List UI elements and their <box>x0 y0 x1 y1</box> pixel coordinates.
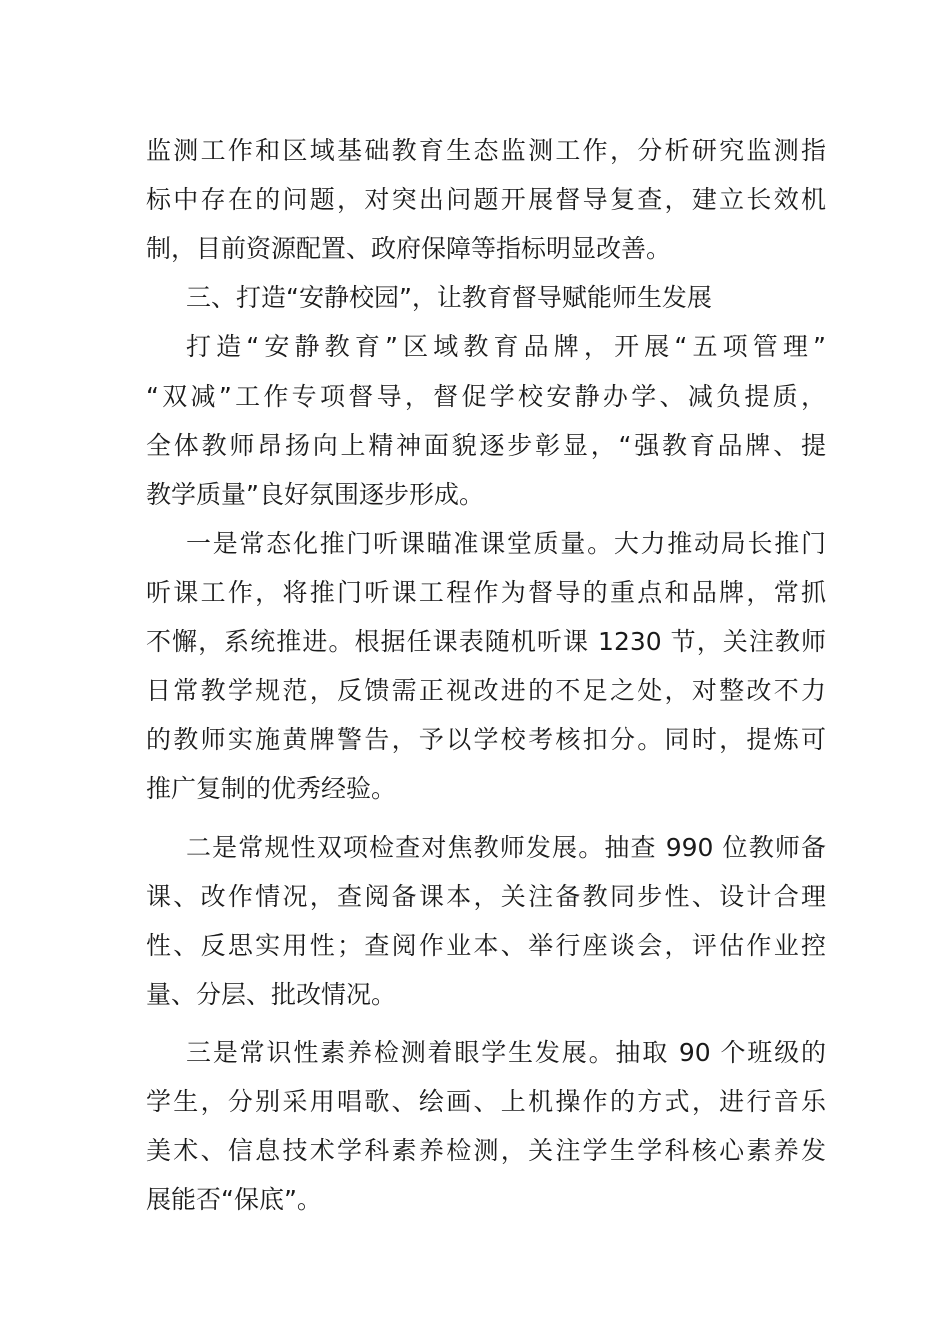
paragraph-2-line-2: “双减”工作专项督导，督促学校安静办学、减负提质， <box>146 382 826 411</box>
paragraph-1-line-2: 标中存在的问题，对突出问题开展督导复查，建立长效机 <box>146 185 826 214</box>
paragraph-2-line-3: 全体教师昂扬向上精神面貌逐步彰显，“强教育品牌、提 <box>146 431 826 460</box>
paragraph-3-line-1: 一是常态化推门听课瞄准课堂质量。大力推动局长推门 <box>186 529 826 558</box>
paragraph-4-line-2: 课、改作情况，查阅备课本，关注备教同步性、设计合理 <box>146 882 826 911</box>
paragraph-4-line-4: 量、分层、批改情况。 <box>146 980 397 1009</box>
paragraph-2-line-4: 教学质量”良好氛围逐步形成。 <box>146 480 484 509</box>
paragraph-5-line-1: 三是常识性素养检测着眼学生发展。抽取 90 个班级的 <box>186 1038 826 1067</box>
paragraph-3-line-5: 的教师实施黄牌警告，予以学校考核扣分。同时，提炼可 <box>146 725 826 754</box>
paragraph-1-line-1: 监测工作和区域基础教育生态监测工作，分析研究监测指 <box>146 136 826 165</box>
paragraph-3-line-4: 日常教学规范，反馈需正视改进的不足之处，对整改不力 <box>146 676 826 705</box>
paragraph-5-line-3: 美术、信息技术学科素养检测，关注学生学科核心素养发 <box>146 1136 826 1165</box>
paragraph-3-line-3: 不懈，系统推进。根据任课表随机听课 1230 节，关注教师 <box>146 627 826 656</box>
paragraph-4-line-3: 性、反思实用性；查阅作业本、举行座谈会，评估作业控 <box>146 931 826 960</box>
paragraph-5-line-2: 学生，分别采用唱歌、绘画、上机操作的方式，进行音乐 <box>146 1087 826 1116</box>
paragraph-1-line-3: 制，目前资源配置、政府保障等指标明显改善。 <box>146 234 672 263</box>
paragraph-5-line-4: 展能否“保底”。 <box>146 1185 322 1214</box>
section-heading: 三、打造“安静校园”，让教育督导赋能师生发展 <box>186 283 712 312</box>
paragraph-3-line-2: 听课工作，将推门听课工程作为督导的重点和品牌，常抓 <box>146 578 826 607</box>
paragraph-4-line-1: 二是常规性双项检查对焦教师发展。抽查 990 位教师备 <box>186 833 826 862</box>
paragraph-2-line-1: 打造“安静教育”区域教育品牌，开展“五项管理” <box>186 332 826 361</box>
paragraph-3-line-6: 推广复制的优秀经验。 <box>146 774 397 803</box>
